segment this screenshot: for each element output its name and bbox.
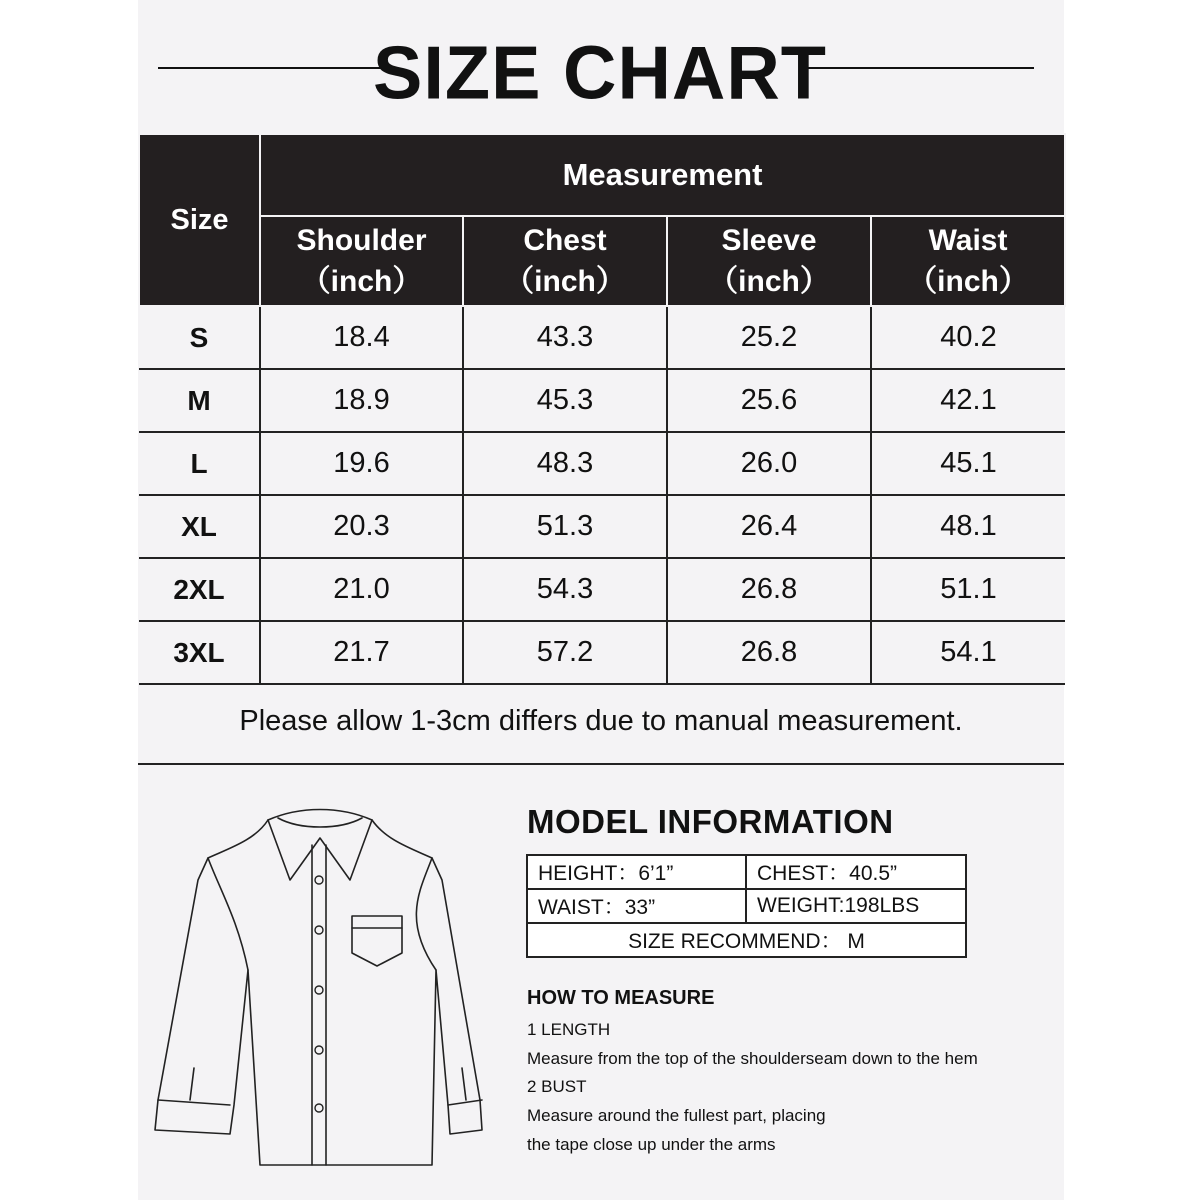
- size-cell: M: [139, 369, 260, 432]
- shoulder-cell: 19.6: [260, 432, 463, 495]
- how-step-label: 2 BUST: [527, 1077, 587, 1096]
- waist-cell: 48.1: [871, 495, 1065, 558]
- size-chart-table: [138, 133, 1066, 685]
- measurement-header: Measurement: [260, 134, 1065, 216]
- table-row: [139, 558, 1065, 621]
- model-info-table: [526, 854, 967, 958]
- how-step-text: the tape close up under the arms: [527, 1135, 776, 1154]
- table-row: [139, 369, 1065, 432]
- model-weight: WEIGHT:198LBS: [746, 889, 966, 923]
- sleeve-cell: 26.8: [667, 558, 871, 621]
- model-info-title: MODEL INFORMATION: [527, 803, 894, 840]
- table-row: [139, 306, 1065, 369]
- waist-cell: 54.1: [871, 621, 1065, 684]
- size-cell: L: [139, 432, 260, 495]
- how-to-measure-title: HOW TO MEASURE: [527, 987, 715, 1009]
- size-cell: 2XL: [139, 558, 260, 621]
- column-header-waist: [871, 216, 1065, 306]
- column-unit: （inch）: [907, 265, 1029, 298]
- sleeve-cell: 25.2: [667, 306, 871, 369]
- size-header: Size: [139, 134, 260, 306]
- page-title: SIZE CHART: [373, 30, 827, 115]
- waist-cell: 40.2: [871, 306, 1065, 369]
- how-step-text: Measure from the top of the shoulderseam down to the hem: [527, 1049, 978, 1068]
- sleeve-cell: 26.0: [667, 432, 871, 495]
- how-step-text: Measure around the fullest part, placing: [527, 1106, 826, 1125]
- model-chest: CHEST：40.5”: [746, 855, 966, 889]
- chest-cell: 54.3: [463, 558, 667, 621]
- waist-cell: 45.1: [871, 432, 1065, 495]
- shirt-outline-icon: [150, 800, 490, 1170]
- shoulder-cell: 18.4: [260, 306, 463, 369]
- column-unit: （inch）: [300, 265, 423, 298]
- sleeve-cell: 26.4: [667, 495, 871, 558]
- column-name: Shoulder: [296, 224, 427, 257]
- column-header-chest: [463, 216, 667, 306]
- column-unit: （inch）: [504, 265, 626, 298]
- how-step-label: 1 LENGTH: [527, 1020, 611, 1039]
- column-header-shoulder: [260, 216, 463, 306]
- size-cell: XL: [139, 495, 260, 558]
- shoulder-cell: 21.0: [260, 558, 463, 621]
- size-cell: S: [139, 306, 260, 369]
- column-name: Waist: [928, 224, 1008, 257]
- section-divider: [138, 763, 1064, 765]
- sleeve-cell: 26.8: [667, 621, 871, 684]
- column-name: Chest: [523, 224, 607, 257]
- waist-cell: 42.1: [871, 369, 1065, 432]
- column-unit: （inch）: [708, 265, 830, 298]
- column-name: Sleeve: [721, 224, 817, 257]
- chest-cell: 45.3: [463, 369, 667, 432]
- waist-cell: 51.1: [871, 558, 1065, 621]
- shoulder-cell: 18.9: [260, 369, 463, 432]
- shoulder-cell: 20.3: [260, 495, 463, 558]
- measurement-note: Please allow 1-3cm differs due to manual measurement.: [239, 705, 963, 737]
- model-waist: WAIST：33”: [527, 889, 746, 923]
- table-row: [139, 621, 1065, 684]
- chest-cell: 57.2: [463, 621, 667, 684]
- chest-cell: 43.3: [463, 306, 667, 369]
- shoulder-cell: 21.7: [260, 621, 463, 684]
- model-height: HEIGHT：6’1”: [527, 855, 746, 889]
- chest-cell: 51.3: [463, 495, 667, 558]
- chest-cell: 48.3: [463, 432, 667, 495]
- table-row: [139, 495, 1065, 558]
- model-size-recommend: SIZE RECOMMEND： M: [527, 923, 966, 957]
- size-cell: 3XL: [139, 621, 260, 684]
- table-row: [139, 432, 1065, 495]
- sleeve-cell: 25.6: [667, 369, 871, 432]
- column-header-sleeve: [667, 216, 871, 306]
